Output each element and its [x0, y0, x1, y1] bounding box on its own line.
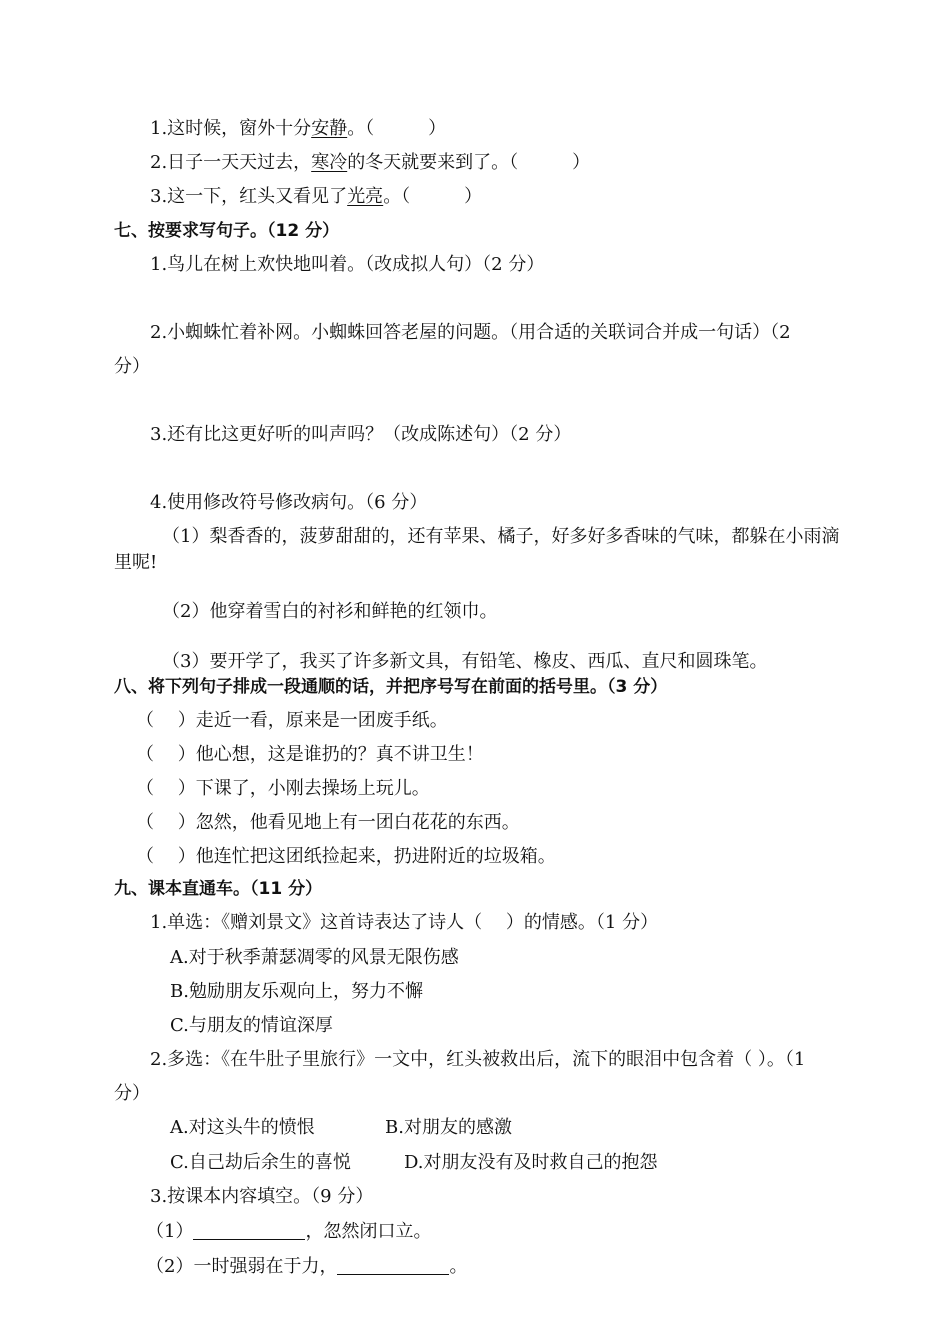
sec8-item-4: （ ）忽然，他看见地上有一团白花花的东西。 [136, 812, 520, 833]
fill-blank-2[interactable] [337, 1256, 449, 1275]
sec9-q3-1-text: ，忽然闭口立。 [305, 1221, 432, 1242]
sec7-q3: 3.还有比这更好听的叫声吗？（改成陈述句）（2 分） [150, 424, 572, 445]
sec6-q2-answer-paren: 的冬天就要来到了。（ ） [347, 152, 591, 173]
sec6-q3 [150, 185, 482, 209]
sec8-title: 八、将下列句子排成一段通顺的话，并把序号写在前面的括号里。（3 分） [114, 677, 668, 697]
sec9-q1-option-a: A.对于秋季萧瑟凋零的风景无限伤感 [170, 947, 459, 968]
sec7-q1: 1.鸟儿在树上欢快地叫着。（改成拟人句）（2 分） [150, 254, 545, 275]
sec6-q2 [150, 151, 590, 175]
sec9-q2-option-a: A.对这头牛的愤恨 [170, 1117, 315, 1138]
sec9-q2-option-d: D.对朋友没有及时救自己的抱怨 [404, 1152, 658, 1173]
sec7-q4-2: （2）他穿着雪白的衬衫和鲜艳的红领巾。 [162, 601, 498, 622]
sec6-q3-text: 3.这一下，红头又看见了 [150, 186, 348, 207]
sec6-q1-answer-paren: 。（ ） [347, 118, 447, 139]
sec7-q2-line2: 分） [114, 356, 150, 377]
sec9-q3-1-label: （1） [146, 1221, 194, 1242]
sec9-q2-option-b: B.对朋友的感激 [385, 1117, 512, 1138]
sec6-q1-underlined-word: 安静 [311, 118, 348, 139]
sec9-q2-option-c: C.自己劫后余生的喜悦 [170, 1152, 351, 1173]
sec9-q3-2-text: （2）一时强弱在于力， [146, 1256, 338, 1277]
sec7-q4: 4.使用修改符号修改病句。（6 分） [150, 492, 428, 513]
sec8-item-2: （ ）他心想，这是谁扔的？真不讲卫生！ [136, 744, 484, 765]
sec7-title: 七、按要求写句子。（12 分） [114, 221, 340, 241]
sec9-q2-line1: 2.多选：《在牛肚子里旅行》一文中，红头被救出后，流下的眼泪中包含着（ ）。（1 [150, 1049, 806, 1070]
sec7-q4-1-line1: （1）梨香香的，菠萝甜甜的，还有苹果、橘子，好多好多香味的气味，都躲在小雨滴 [162, 526, 840, 547]
sec9-title: 九、课本直通车。（11 分） [114, 879, 323, 899]
sec9-q3-2-end: 。 [449, 1256, 468, 1277]
sec9-q1-option-b: B.勉励朋友乐观向上，努力不懈 [170, 981, 423, 1002]
sec6-q1 [150, 117, 446, 141]
sec8-item-1: （ ）走近一看，原来是一团废手纸。 [136, 710, 448, 731]
sec9-q3: 3.按课本内容填空。（9 分） [150, 1186, 374, 1207]
fill-blank-1[interactable] [193, 1221, 305, 1240]
sec8-item-5: （ ）他连忙把这团纸捡起来，扔进附近的垃圾箱。 [136, 846, 556, 867]
sec7-q2-line1: 2.小蜘蛛忙着补网。小蜘蛛回答老屋的问题。（用合适的关联词合并成一句话）（2 [150, 322, 791, 343]
sec9-q1-option-c: C.与朋友的情谊深厚 [170, 1015, 333, 1036]
sec6-q2-underlined-word: 寒冷 [311, 152, 348, 173]
sec6-q3-underlined-word: 光亮 [347, 186, 384, 207]
sec9-q3-1 [146, 1220, 431, 1244]
sec7-q4-1-line2: 里呢! [114, 552, 158, 573]
sec9-q3-2 [146, 1255, 467, 1279]
sec8-item-3: （ ）下课了，小刚去操场上玩儿。 [136, 778, 430, 799]
sec9-q1: 1.单选：《赠刘景文》这首诗表达了诗人（ ）的情感。（1 分） [150, 912, 659, 933]
sec6-q1-text: 1.这时候，窗外十分 [150, 118, 312, 139]
sec6-q2-text: 2.日子一天天过去， [150, 152, 312, 173]
sec9-q2-line2: 分） [114, 1083, 150, 1104]
sec7-q4-3: （3）要开学了，我买了许多新文具，有铅笔、橡皮、西瓜、直尺和圆珠笔。 [162, 651, 768, 672]
sec6-q3-answer-paren: 。（ ） [383, 186, 483, 207]
